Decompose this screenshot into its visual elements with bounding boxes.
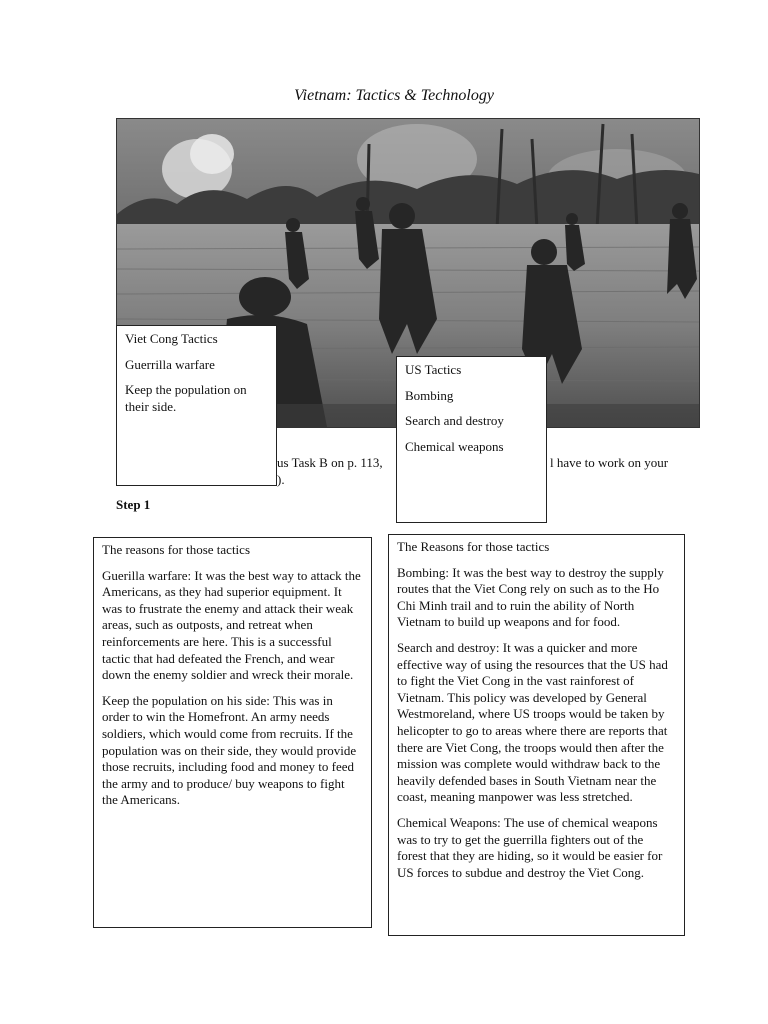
- viet-cong-tactic-item: Guerrilla warfare: [125, 356, 215, 372]
- us-tactic-item: Search and destroy: [405, 413, 504, 429]
- viet-cong-tactics-box: [116, 325, 277, 486]
- us-tactics-heading: US Tactics: [405, 362, 462, 377]
- us-tactic-item: Bombing: [405, 387, 454, 403]
- viet-cong-reasons-heading: The reasons for those tactics: [102, 542, 251, 557]
- page-title: Vietnam: Tactics & Technology: [294, 87, 494, 104]
- viet-cong-reason-paragraph: Keep the population on his side: This was in order to win the Homefront. An army needs soldiers, which would come from recruits. If the population was on their side, they would provide those recruits, including food and money to feed the army and to produce/ buy weapons to fight the Americans.: [102, 692, 357, 808]
- us-reasons-heading: The Reasons for those tactics: [397, 539, 550, 554]
- instruction-fragment-right: l have to work on your: [550, 455, 669, 470]
- us-reason-paragraph: Bombing: It was the best way to destroy the supply routes that the Viet Cong rely on such as to the Ho Chi Minh trail and to ruin the ability of North Vietnam to build up weapons and for food.: [397, 564, 664, 630]
- us-reason-paragraph: Search and destroy: It was a quicker and more effective way of using the resources that the US had to fight the Viet Cong in the vast rainforest of Vietnam. This policy was developed by General Westmoreland, where US troops would be taken by helicopter to go to areas where there are reports that there are Viet Cong, the troops would then after the mission was complete would withdraw back to the heavily defended bases in South Vietnam near the coast, meaning manpower was less stretched.: [397, 639, 668, 805]
- us-reasons-box: [388, 534, 685, 936]
- viet-cong-reason-paragraph: Guerilla warfare: It was the best way to attack the Americans, as they had superior equipment. It was to frustrate the enemy and attack their weak areas, such as outposts, and retreat when reinforcements are here. This is a successful tactic that had defeated the French, and wear down the enemy soldier and wreck their morale.: [102, 567, 361, 683]
- us-reason-paragraph: Chemical Weapons: The use of chemical weapons was to try to get the guerrilla fighters out of the forest that they are hiding, so it would be easier for US forces to subdue and destroy the Viet Cong.: [397, 814, 663, 880]
- us-tactic-item: Chemical weapons: [405, 438, 504, 454]
- viet-cong-tactics-heading: Viet Cong Tactics: [125, 331, 218, 346]
- us-tactics-box: [396, 356, 547, 523]
- instruction-fragment-middle: us Task B on p. 113,: [277, 455, 383, 470]
- instruction-fragment-line2: ).: [277, 472, 285, 487]
- step-label: Step 1: [116, 497, 151, 512]
- viet-cong-reasons-box: [93, 537, 372, 928]
- viet-cong-tactic-item: Keep the population on their side.: [125, 382, 247, 414]
